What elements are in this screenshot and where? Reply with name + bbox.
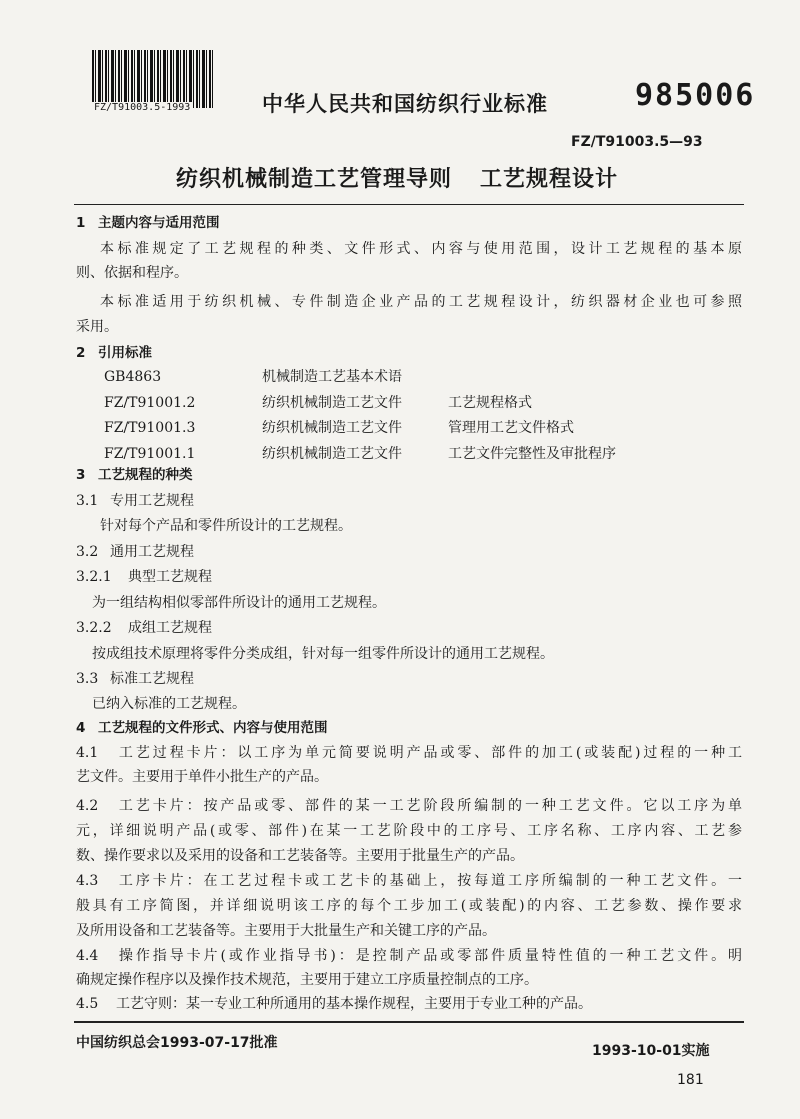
paragraph: 为一组结构相似零部件所设计的通用工艺规程。 (92, 595, 386, 611)
clause-4-3: 4.3 工序卡片：在工艺过程卡或工艺卡的基础上，按每道工序所编制的一种工艺文件。一 (76, 873, 742, 889)
section-heading: 3 工艺规程的种类 (76, 467, 193, 483)
paragraph: 元，详细说明产品(或零、部件)在某一工艺阶段中的工序号、工序名称、工序内容、工艺参 (76, 823, 742, 839)
title-main: 纺织机械制造工艺管理导则 (176, 167, 453, 192)
document-title (176, 162, 618, 193)
barcode-bars (92, 50, 214, 108)
barcode-label: FZ/T91003.5-1993 (94, 102, 191, 113)
section-heading: 2 引用标准 (76, 345, 152, 361)
paragraph: 则、依据和程序。 (76, 265, 188, 281)
reference-row: FZ/T91001.2 纺织机械制造工艺文件 工艺规程格式 (104, 395, 532, 411)
clause-4-1: 4.1 工艺过程卡片：以工序为单元简要说明产品或零、部件的加工(或装配)过程的一种工 (76, 745, 742, 761)
clause-4-4: 4.4 操作指导卡片(或作业指导书)：是控制产品或零部件质量特性值的一种工艺文件。明 (76, 948, 742, 964)
reference-row: GB4863 机械制造工艺基本术语 (104, 369, 402, 385)
paragraph: 按成组技术原理将零件分类成组，针对每一组零件所设计的通用工艺规程。 (92, 646, 554, 662)
paragraph: 针对每个产品和零件所设计的工艺规程。 (100, 518, 352, 534)
effective-date: 1993-10-01实施 (592, 1043, 710, 1059)
paragraph: 本标准规定了工艺规程的种类、文件形式、内容与使用范围，设计工艺规程的基本原 (100, 241, 742, 257)
paragraph: 确规定操作程序以及操作技术规范，主要用于建立工序质量控制点的工序。 (76, 972, 538, 988)
standard-organization: 中华人民共和国纺织行业标准 (262, 92, 548, 116)
paragraph: 般具有工序简图，并详细说明该工序的每个工步加工(或装配)的内容、工艺参数、操作要求 (76, 898, 742, 914)
clause-4-5: 4.5 工艺守则：某一专业工种所通用的基本操作规程，主要用于专业工种的产品。 (76, 996, 592, 1012)
footer-rule (74, 1021, 744, 1023)
subsection-heading: 3.2.2 成组工艺规程 (76, 620, 212, 636)
approval-date: 中国纺织总会1993-07-17批准 (76, 1035, 278, 1051)
paragraph: 艺文件。主要用于单件小批生产的产品。 (76, 769, 328, 785)
subsection-heading: 3.2 通用工艺规程 (76, 544, 194, 560)
clause-4-2: 4.2 工艺卡片：按产品或零、部件的某一工艺阶段所编制的一种工艺文件。它以工序为单 (76, 798, 742, 814)
subsection-heading: 3.2.1 典型工艺规程 (76, 569, 212, 585)
subsection-heading: 3.3 标准工艺规程 (76, 671, 194, 687)
section-heading: 4 工艺规程的文件形式、内容与使用范围 (76, 720, 328, 736)
paragraph: 数、操作要求以及采用的设备和工艺装备等。主要用于批量生产的产品。 (76, 848, 524, 864)
page-number: 181 (677, 1072, 704, 1088)
section-heading: 1 主题内容与适用范围 (76, 215, 220, 231)
paragraph: 已纳入标准的工艺规程。 (92, 696, 246, 712)
subsection-heading: 3.1 专用工艺规程 (76, 493, 194, 509)
paragraph: 采用。 (76, 319, 118, 335)
reference-row: FZ/T91001.1 纺织机械制造工艺文件 工艺文件完整性及审批程序 (104, 446, 616, 462)
reference-row: FZ/T91001.3 纺织机械制造工艺文件 管理用工艺文件格式 (104, 420, 574, 436)
header-rule (74, 204, 744, 205)
standard-code: FZ/T91003.5—93 (571, 134, 703, 150)
standard-number: 985006 (635, 78, 756, 113)
paragraph: 及所用设备和工艺装备等。主要用于大批量生产和关键工序的产品。 (76, 923, 496, 939)
title-sub: 工艺规程设计 (480, 167, 619, 192)
barcode (92, 50, 222, 113)
paragraph: 本标准适用于纺织机械、专件制造企业产品的工艺规程设计，纺织器材企业也可参照 (100, 294, 742, 310)
